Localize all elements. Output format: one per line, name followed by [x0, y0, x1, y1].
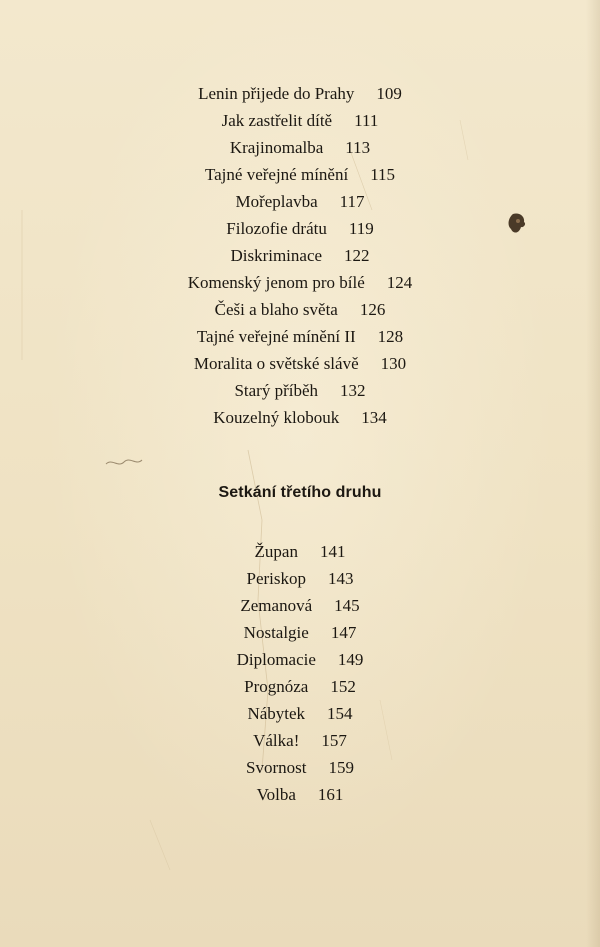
entry-page-number: 161: [317, 785, 344, 804]
section-heading: Setkání třetího druhu: [218, 484, 382, 501]
toc-entry: [0, 80, 600, 107]
entry-page-number: 128: [377, 327, 404, 346]
entry-page-number: 115: [370, 165, 396, 184]
entry-title: Volba: [256, 785, 296, 804]
entry-page-number: 130: [380, 354, 407, 373]
entry-title: Tajné veřejné mínění II: [196, 327, 356, 346]
entry-title: Moralita o světské slávě: [193, 354, 359, 373]
toc-entry: [0, 242, 600, 269]
entry-title: Diskriminace: [230, 246, 323, 265]
entry-title: Válka!: [253, 731, 300, 750]
entry-title: Filozofie drátu: [226, 219, 327, 238]
entry-title: Prognóza: [244, 677, 309, 696]
entry-title: Starý příběh: [234, 381, 319, 400]
toc-entry: [0, 727, 600, 754]
entry-page-number: 113: [345, 138, 371, 157]
entry-page-number: 126: [359, 300, 386, 319]
entry-page-number: 147: [330, 623, 357, 642]
toc-entry: [0, 134, 600, 161]
entry-page-number: 159: [328, 758, 354, 777]
toc-entry: [0, 215, 600, 242]
entry-page-number: 111: [354, 111, 379, 130]
toc-entry: [0, 592, 600, 619]
entry-title: Tajné veřejné mínění: [204, 165, 349, 184]
entry-page-number: 124: [386, 273, 413, 292]
toc-entry: [0, 107, 600, 134]
toc-entry: [0, 188, 600, 215]
entry-page-number: 117: [339, 192, 365, 211]
toc-entry: [0, 538, 600, 565]
entry-page-number: 109: [376, 84, 402, 103]
entry-title: Zemanová: [240, 596, 313, 615]
toc-entry: [0, 673, 600, 700]
entry-title: Kouzelný klobouk: [213, 408, 340, 427]
pencil-mark: [104, 452, 144, 472]
table-of-contents-part-2: [0, 538, 600, 808]
toc-entry: [0, 700, 600, 727]
entry-title: Nábytek: [247, 704, 306, 723]
entry-title: Svornost: [246, 758, 307, 777]
entry-page-number: 132: [340, 381, 366, 400]
toc-entry: [0, 161, 600, 188]
entry-title: Jak zastřelit dítě: [221, 111, 333, 130]
entry-page-number: 119: [348, 219, 374, 238]
page-edge-shadow: [586, 0, 600, 947]
table-of-contents-part-1: [0, 80, 600, 431]
entry-title: Periskop: [246, 569, 306, 588]
entry-page-number: 143: [328, 569, 354, 588]
entry-page-number: 154: [327, 704, 353, 723]
toc-entry: [0, 269, 600, 296]
entry-page-number: 149: [337, 650, 364, 669]
toc-entry: [0, 754, 600, 781]
toc-entry: [0, 619, 600, 646]
entry-page-number: 145: [334, 596, 360, 615]
entry-title: Krajinomalba: [229, 138, 324, 157]
entry-page-number: 122: [344, 246, 370, 265]
entry-title: Diplomacie: [236, 650, 316, 669]
toc-entry: [0, 565, 600, 592]
toc-entry: [0, 377, 600, 404]
toc-entry: [0, 323, 600, 350]
toc-entry: [0, 781, 600, 808]
entry-title: Češi a blaho světa: [214, 300, 338, 319]
entry-page-number: 141: [319, 542, 346, 561]
entry-page-number: 152: [330, 677, 356, 696]
entry-title: Nostalgie: [243, 623, 309, 642]
entry-page-number: 134: [361, 408, 387, 427]
entry-title: Lenin přijede do Prahy: [198, 84, 355, 103]
toc-entry: [0, 646, 600, 673]
entry-title: Mořeplavba: [235, 192, 318, 211]
toc-entry: [0, 350, 600, 377]
entry-title: Župan: [254, 542, 298, 561]
entry-title: Komenský jenom pro bílé: [187, 273, 365, 292]
toc-entry: [0, 404, 600, 431]
toc-entry: [0, 296, 600, 323]
entry-page-number: 157: [321, 731, 347, 750]
